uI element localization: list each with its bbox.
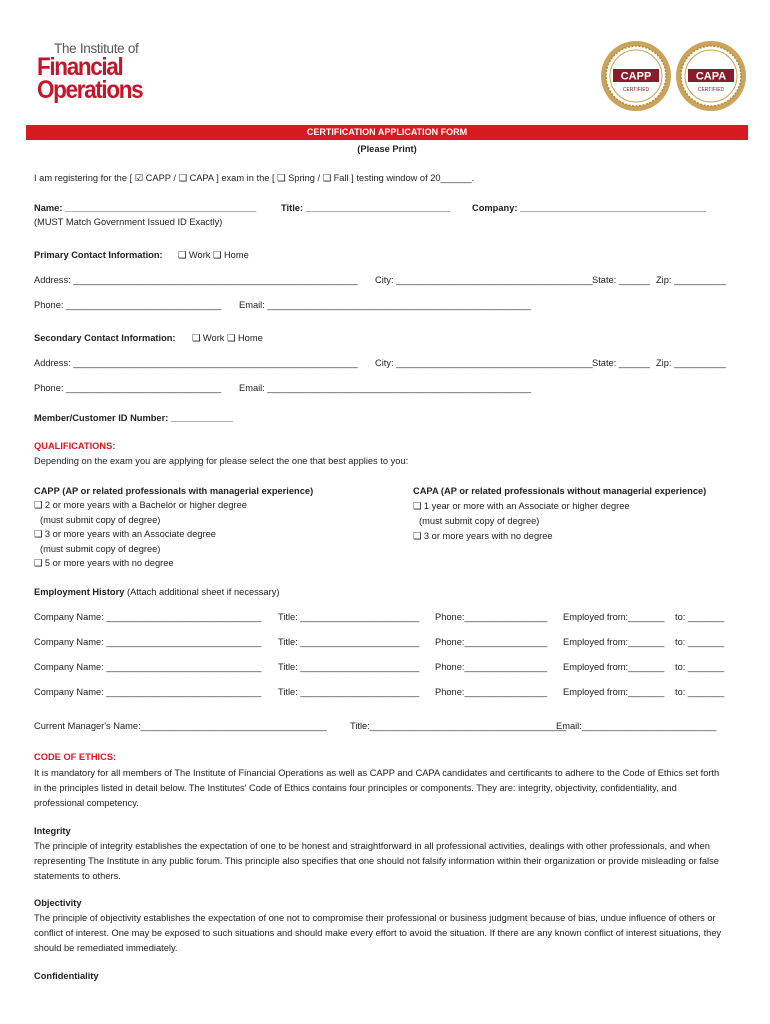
employment-to-1[interactable]: to: _______	[675, 612, 725, 622]
logo-line1: The Institute of	[54, 41, 139, 56]
capp-option-3[interactable]: ❑ 5 or more years with no degree	[34, 558, 174, 568]
primary-contact-heading: Primary Contact Information:	[34, 250, 163, 260]
secondary-city-field[interactable]: City: ______________________________________	[375, 358, 593, 368]
capa-option-1-note: (must submit copy of degree)	[419, 516, 540, 526]
secondary-email-field[interactable]: Email: ___________________________________________________	[239, 383, 532, 393]
employment-company-3[interactable]: Company Name: ______________________________	[34, 662, 262, 672]
capp-seal-label: CAPP	[620, 70, 652, 83]
capa-seal-sub: CERTIFIED	[697, 87, 725, 93]
capp-qualification-heading: CAPP (AP or related professionals with managerial experience)	[34, 486, 314, 496]
primary-state-field[interactable]: State: ______	[592, 275, 650, 285]
primary-address-field[interactable]: Address: _______________________________________________________	[34, 275, 358, 285]
employment-to-4[interactable]: to: _______	[675, 687, 725, 697]
member-id-field[interactable]: Member/Customer ID Number: ____________	[34, 413, 233, 423]
current-manager-field[interactable]: Current Manager's Name:____________________________________	[34, 721, 327, 731]
employment-from-1[interactable]: Employed from:_______	[563, 612, 665, 622]
integrity-text: The principle of integrity establishes the expectation of one to be honest and straightforward in all professional activities, dealings with other professionals, and when representing The Institute in any public forum. This principle also specifies that one should not falsify information within their organization or provide misleading or false statements to others.	[34, 841, 719, 881]
primary-city-field[interactable]: City: ______________________________________	[375, 275, 593, 285]
employment-company-4[interactable]: Company Name: ______________________________	[34, 687, 262, 697]
capp-seal-sub: CERTIFIED	[622, 87, 650, 93]
primary-phone-field[interactable]: Phone: ______________________________	[34, 300, 222, 310]
capa-option-2[interactable]: ❑ 3 or more years with no degree	[413, 531, 553, 541]
objectivity-heading: Objectivity	[34, 898, 82, 908]
capp-option-2[interactable]: ❑ 3 or more years with an Associate degree	[34, 529, 216, 539]
confidentiality-heading: Confidentiality	[34, 971, 99, 981]
employment-title-4[interactable]: Title: _______________________	[278, 687, 420, 697]
capp-option-1-note: (must submit copy of degree)	[40, 515, 161, 525]
registering-line[interactable]: I am registering for the [ ☑ CAPP / ❑ CAPA ] exam in the [ ❑ Spring / ❑ Fall ] testing window of 20______.	[34, 173, 475, 183]
employment-phone-2[interactable]: Phone:________________	[435, 637, 548, 647]
employment-title-3[interactable]: Title: _______________________	[278, 662, 420, 672]
capa-seal	[674, 39, 748, 113]
must-match-note: (MUST Match Government Issued ID Exactly)	[34, 217, 223, 227]
logo-line2: Financial	[37, 53, 123, 81]
employment-note: (Attach additional sheet if necessary)	[127, 587, 280, 597]
employment-phone-3[interactable]: Phone:________________	[435, 662, 548, 672]
employment-from-4[interactable]: Employed from:_______	[563, 687, 665, 697]
secondary-zip-field[interactable]: Zip: __________	[656, 358, 726, 368]
secondary-contact-options[interactable]: ❑ Work ❑ Home	[192, 333, 263, 343]
employment-title-2[interactable]: Title: _______________________	[278, 637, 420, 647]
employment-phone-4[interactable]: Phone:________________	[435, 687, 548, 697]
primary-zip-field[interactable]: Zip: __________	[656, 275, 726, 285]
capa-seal-label: CAPA	[695, 70, 727, 83]
name-field[interactable]: Name: _____________________________________	[34, 203, 257, 213]
capa-option-1[interactable]: ❑ 1 year or more with an Associate or higher degree	[413, 501, 630, 511]
employment-title-1[interactable]: Title: _______________________	[278, 612, 420, 622]
secondary-phone-field[interactable]: Phone: ______________________________	[34, 383, 222, 393]
objectivity-text: The principle of objectivity establishes the expectation of one not to compromise their professional or business judgment because of bias, undue influence of others or conflict of interest. One may be exposed to such situations and should make every effort to avoid the situation. If there are any known conflict of interest situations, they should be remediated immediately.	[34, 913, 722, 953]
title-field[interactable]: Title: ____________________________	[281, 203, 451, 213]
secondary-contact-heading: Secondary Contact Information:	[34, 333, 176, 343]
secondary-address-field[interactable]: Address: _______________________________________________________	[34, 358, 358, 368]
manager-email-field[interactable]: Email:__________________________	[556, 721, 717, 731]
primary-email-field[interactable]: Email: ___________________________________________________	[239, 300, 532, 310]
capp-seal	[599, 39, 673, 113]
capp-option-2-note: (must submit copy of degree)	[40, 544, 161, 554]
please-print: (Please Print)	[357, 144, 417, 154]
qualifications-heading: QUALIFICATIONS:	[34, 441, 116, 451]
capp-option-1[interactable]: ❑ 2 or more years with a Bachelor or higher degree	[34, 500, 247, 510]
ethics-intro: It is mandatory for all members of The Institute of Financial Operations as well as CAPP and CAPA candidates and certificants to adhere to the Code of Ethics set forth in the principles listed in detail below. The Institutes' Code of Ethics contains four principles or components. They are: integrity, objectivity, confidentiality, and professional competency.	[34, 768, 720, 808]
employment-company-2[interactable]: Company Name: ______________________________	[34, 637, 262, 647]
manager-title-field[interactable]: Title:______________________________________	[350, 721, 567, 731]
company-field[interactable]: Company: ____________________________________	[472, 203, 707, 213]
ethics-heading: CODE OF ETHICS:	[34, 752, 117, 762]
employment-from-2[interactable]: Employed from:_______	[563, 637, 665, 647]
form-title-banner: CERTIFICATION APPLICATION FORM	[26, 125, 748, 140]
qualifications-intro: Depending on the exam you are applying for please select the one that best applies to you:	[34, 456, 409, 466]
employment-to-2[interactable]: to: _______	[675, 637, 725, 647]
employment-phone-1[interactable]: Phone:________________	[435, 612, 548, 622]
capa-qualification-heading: CAPA (AP or related professionals without managerial experience)	[413, 486, 707, 496]
logo-line3: Operations	[37, 76, 143, 104]
employment-company-1[interactable]: Company Name: ______________________________	[34, 612, 262, 622]
employment-heading: Employment History	[34, 587, 125, 597]
employment-from-3[interactable]: Employed from:_______	[563, 662, 665, 672]
secondary-state-field[interactable]: State: ______	[592, 358, 650, 368]
employment-to-3[interactable]: to: _______	[675, 662, 725, 672]
integrity-heading: Integrity	[34, 826, 71, 836]
primary-contact-options[interactable]: ❑ Work ❑ Home	[178, 250, 249, 260]
